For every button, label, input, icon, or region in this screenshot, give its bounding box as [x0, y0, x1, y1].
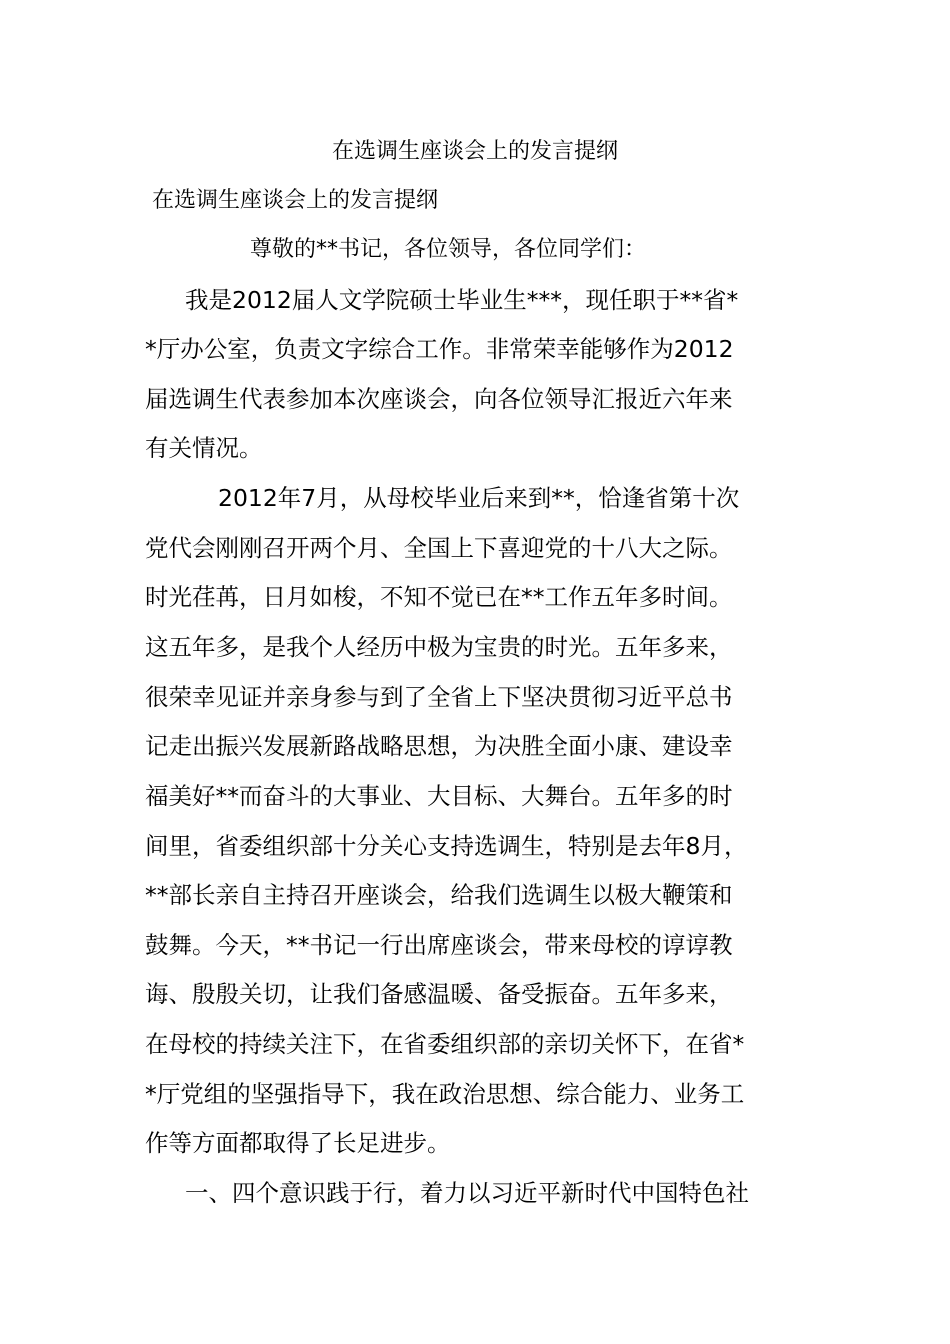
body-line: 鼓舞。今天，**书记一行出席座谈会，带来母校的谆谆教: [145, 931, 733, 959]
body-line: 有关情况。: [145, 434, 263, 462]
body-line: 时光荏苒，日月如梭，不知不觉已在**工作五年多时间。: [145, 583, 733, 611]
body-line: *厅办公室，负责文字综合工作。非常荣幸能够作为2012: [145, 335, 734, 363]
body-line: 诲、殷殷关切，让我们备感温暖、备受振奋。五年多来，: [145, 980, 733, 1008]
document-title: 在选调生座谈会上的发言提纲: [331, 139, 618, 164]
document-subtitle: 在选调生座谈会上的发言提纲: [152, 188, 439, 213]
body-line: 在母校的持续关注下，在省委组织部的亲切关怀下，在省*: [145, 1030, 745, 1058]
body-line: 间里，省委组织部十分关心支持选调生，特别是去年8月，: [145, 832, 748, 860]
body-line: 党代会刚刚召开两个月、全国上下喜迎党的十八大之际。: [145, 534, 733, 562]
body-line: 福美好**而奋斗的大事业、大目标、大舞台。五年多的时: [145, 782, 733, 810]
body-line: 很荣幸见证并亲身参与到了全省上下坚决贯彻习近平总书: [145, 683, 733, 711]
body-line: 届选调生代表参加本次座谈会，向各位领导汇报近六年来: [145, 385, 733, 413]
body-line: 我是2012届人文学院硕士毕业生***，现任职于**省*: [185, 286, 739, 314]
section-heading-line: 一、四个意识践于行，着力以习近平新时代中国特色社: [185, 1179, 749, 1207]
body-line: 这五年多，是我个人经历中极为宝贵的时光。五年多来，: [145, 633, 733, 661]
salutation: 尊敬的**书记，各位领导，各位同学们：: [250, 237, 647, 262]
body-line: *厅党组的坚强指导下，我在政治思想、综合能力、业务工: [145, 1080, 745, 1108]
body-line: 作等方面都取得了长足进步。: [145, 1129, 451, 1157]
body-line: 2012年7月，从母校毕业后来到**，恰逢省第十次: [218, 484, 740, 512]
body-line: **部长亲自主持召开座谈会，给我们选调生以极大鞭策和: [145, 881, 733, 909]
body-line: 记走出振兴发展新路战略思想，为决胜全面小康、建设幸: [145, 732, 733, 760]
